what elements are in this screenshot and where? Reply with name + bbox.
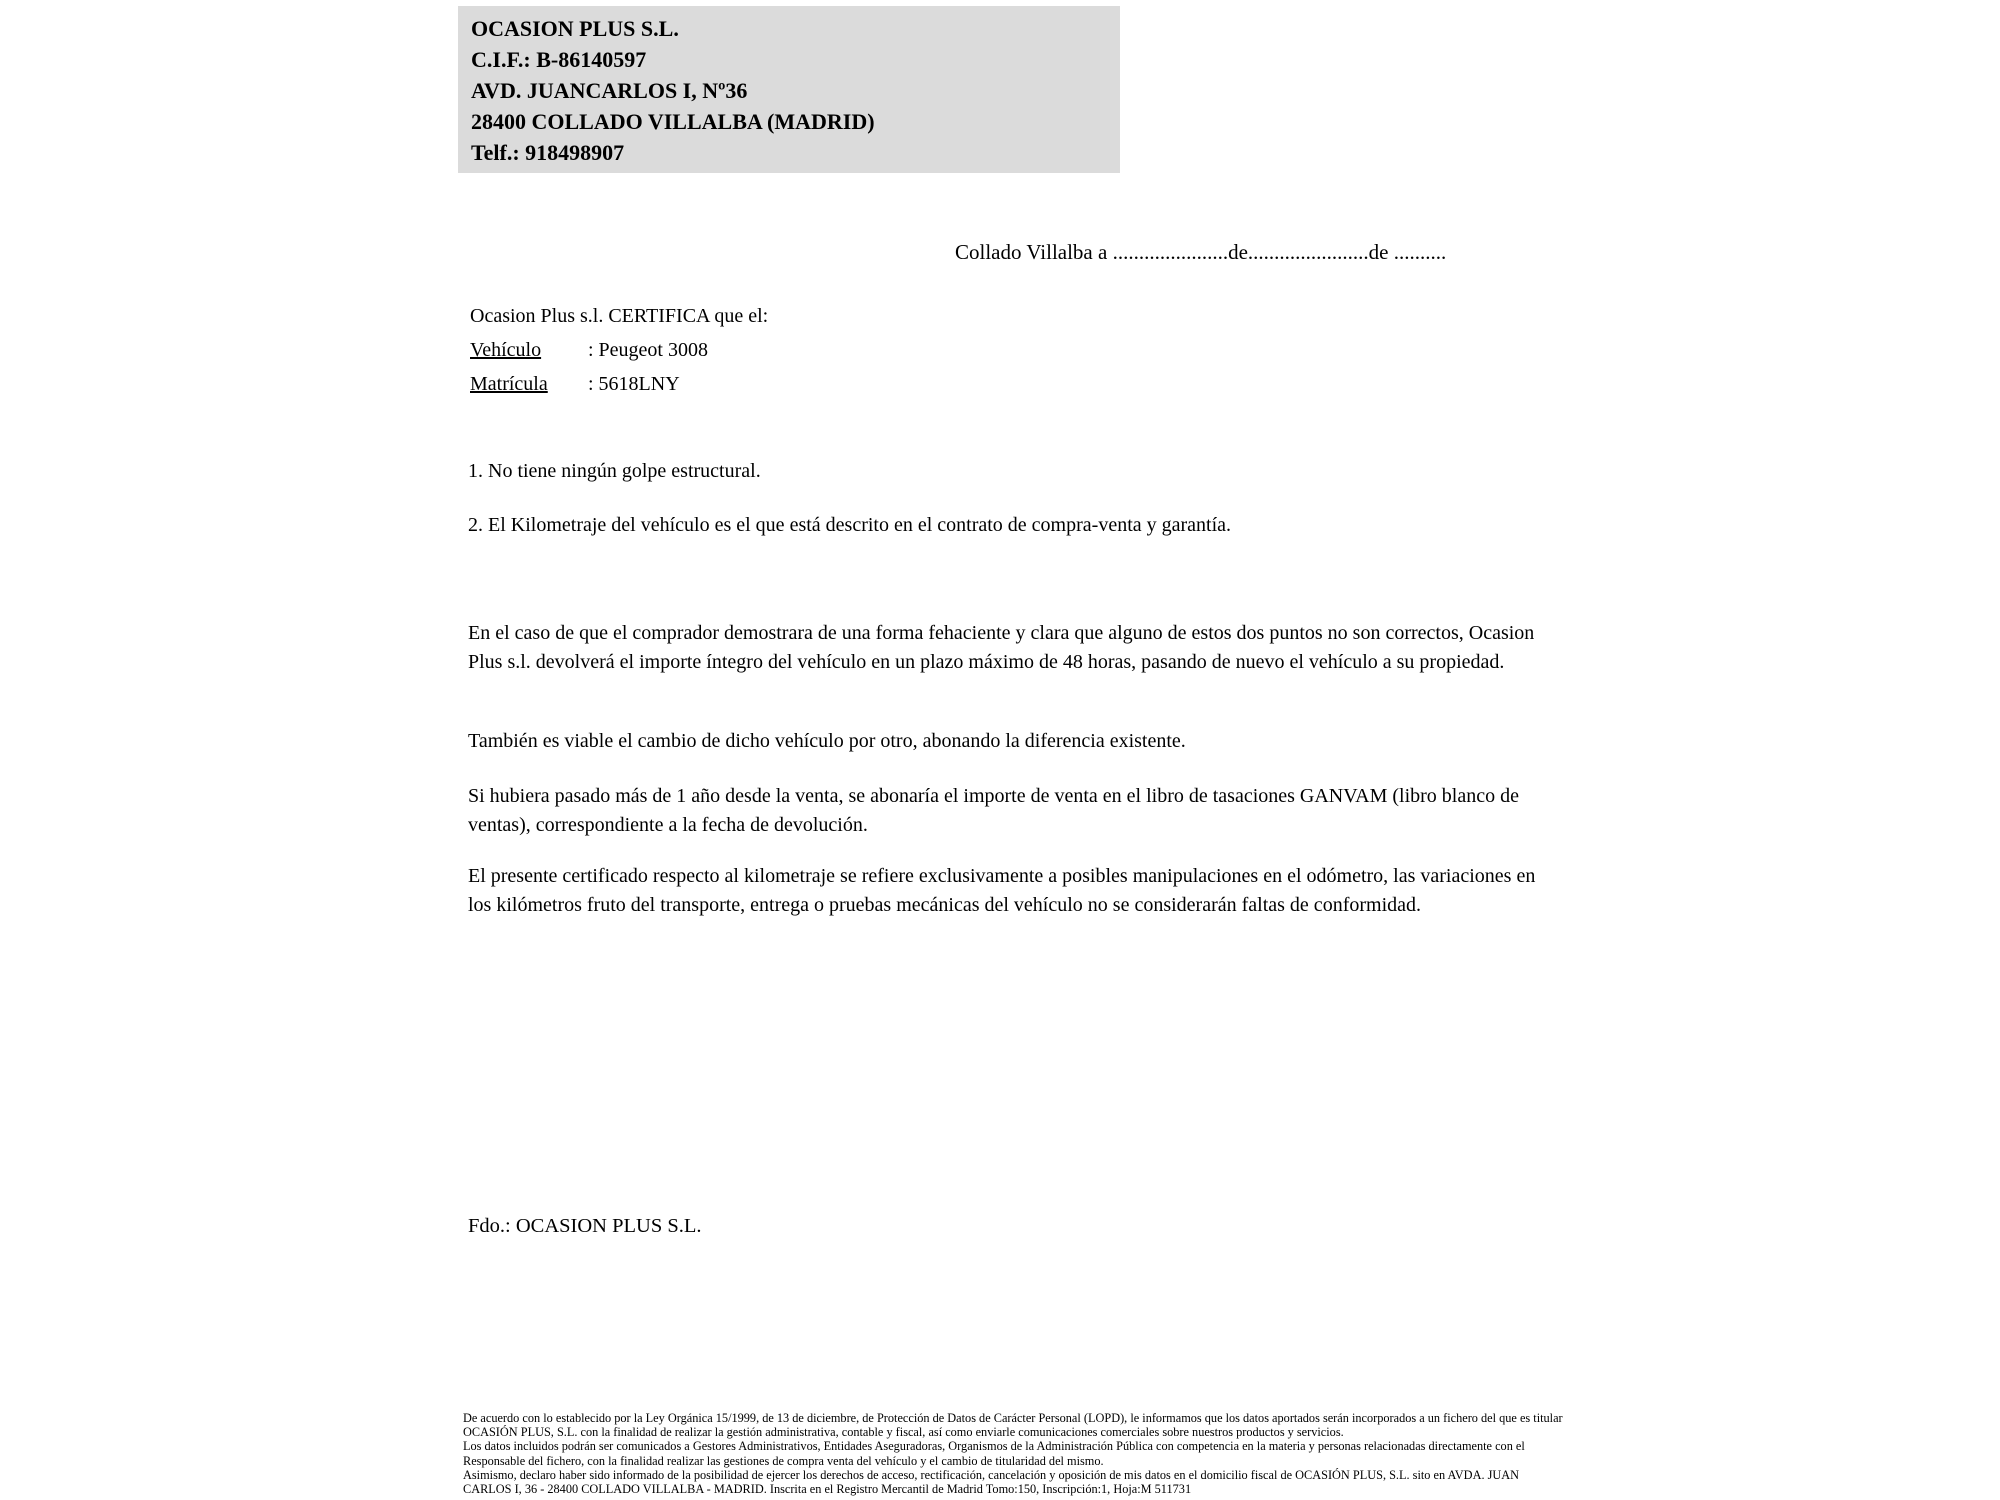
footer-line: OCASIÓN PLUS, S.L. con la finalidad de realizar la gestión administrativa, contable y fiscal, así como enviarle comunicaciones comerciales sobre nuestros productos y servicios. [463,1425,1344,1440]
paragraph-odometer-disclaimer: El presente certificado respecto al kilometraje se refiere exclusivamente a posibles manipulaciones en el odómetro, las variaciones en los kilómetros fruto del transporte, entrega o pruebas mecánicas del vehículo no se considerarán faltas de conformidad. [468,865,1536,916]
legal-footer [463,1411,1573,1496]
vehicle-value: : Peugeot 3008 [588,339,708,361]
company-address: AVD. JUANCARLOS I, Nº36 [471,78,748,103]
company-name: OCASION PLUS S.L. [471,16,679,41]
footer-line: CARLOS I, 36 - 28400 COLLADO VILLALBA - MADRID. Inscrita en el Registro Mercantil de Madrid Tomo:150, Inscripción:1, Hoja:M 511731 [463,1482,1192,1497]
paragraph-refund-terms: En el caso de que el comprador demostrara de una forma fehaciente y clara que alguno de estos dos puntos no son correctos, Ocasion Plus s.l. devolverá el importe íntegro del vehículo en un plazo máximo de 48 horas, pasando de nuevo el vehículo a su propiedad. [468,622,1535,673]
plate-label: Matrícula [470,373,548,395]
paragraph-exchange-option: También es viable el cambio de dicho vehículo por otro, abonando la diferencia existente. [468,730,1186,752]
vehicle-label: Vehículo [470,339,542,361]
footer-line: Los datos incluidos podrán ser comunicados a Gestores Administrativos, Entidades Aseguradoras, Organismos de la Administración Pública con competencia en la materia y personas relacionadas directamente con el [463,1439,1525,1454]
statement-1: 1. No tiene ningún golpe estructural. [468,460,761,482]
certification-block [470,299,768,401]
company-phone: Telf.: 918498907 [471,140,625,165]
signature-line: Fdo.: OCASION PLUS S.L. [468,1215,702,1237]
vehicle-row [470,333,768,367]
date-line: Collado Villalba a ......................de.......................de .......... [955,240,1447,264]
footer-line: Responsable del fichero, con la finalidad realizar las gestiones de compra venta del vehículo y el cambio de titularidad del mismo. [463,1453,1104,1468]
company-cif: C.I.F.: B-86140597 [471,47,647,72]
certification-intro: Ocasion Plus s.l. CERTIFICA que el: [470,305,769,327]
company-header-box [458,6,1120,173]
plate-row [470,367,768,401]
company-city: 28400 COLLADO VILLALBA (MADRID) [471,109,875,134]
footer-line: Asimismo, declaro haber sido informado de la posibilidad de ejercer los derechos de acceso, rectificación, cancelación y oposición de mis datos en el domicilio fiscal de OCASIÓN PLUS, S.L. sito en AVDA. JUAN [463,1467,1520,1482]
paragraph-ganvam-valuation: Si hubiera pasado más de 1 año desde la venta, se abonaría el importe de venta en el libro de tasaciones GANVAM (libro blanco de ventas), correspondiente a la fecha de devolución. [468,785,1519,836]
plate-value: : 5618LNY [588,373,680,395]
statement-2: 2. El Kilometraje del vehículo es el que está descrito en el contrato de compra-venta y garantía. [468,514,1232,536]
footer-line: De acuerdo con lo establecido por la Ley Orgánica 15/1999, de 13 de diciembre, de Protección de Datos de Carácter Personal (LOPD), le informamos que los datos aportados serán incorporados a un fichero del que es titular [463,1411,1563,1425]
